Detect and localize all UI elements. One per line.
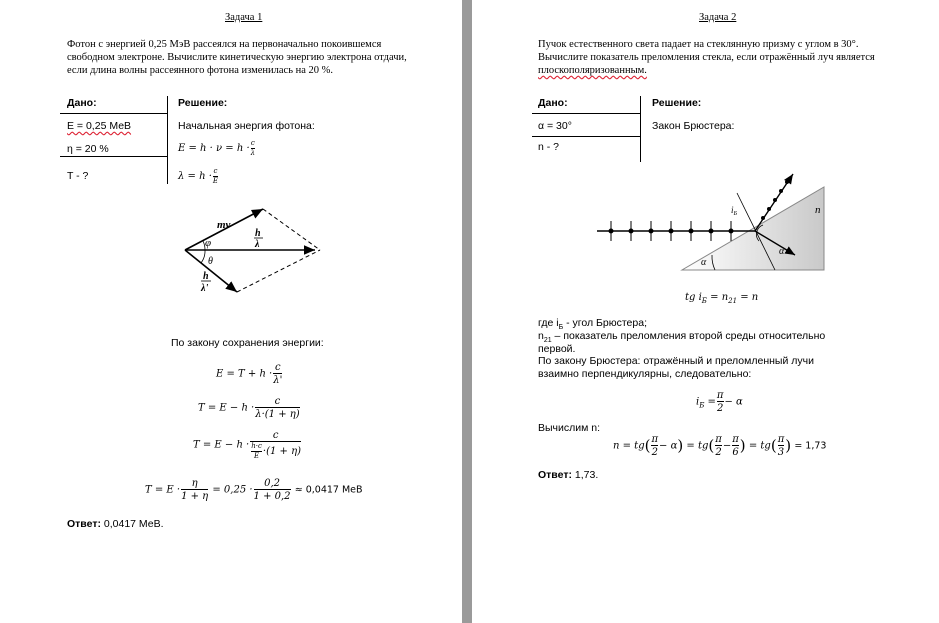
task2-table-rule-find bbox=[532, 136, 640, 137]
label-ib: $i_Б$ bbox=[731, 205, 738, 217]
task1-problem-line-1: Фотон с энергией 0,25 МэВ рассеялся на первоначально покоившемся bbox=[67, 39, 382, 50]
label-h-top: h bbox=[255, 228, 261, 239]
task1-initial-energy-label: Начальная энергия фотона: bbox=[178, 120, 315, 132]
task2-n21-line-2: первой. bbox=[538, 343, 576, 355]
label-alpha-1: α bbox=[701, 257, 707, 268]
dashed-line-bottom bbox=[237, 250, 320, 292]
task2-table-rule bbox=[532, 113, 640, 114]
page-task-2 bbox=[472, 0, 939, 623]
task1-formula-energy: E = h · ν = h · $\frac{c}{\lambda}$ bbox=[178, 139, 256, 157]
task1-formula-lambda: λ = h · $\frac{c}{E}$ bbox=[178, 167, 218, 185]
task2-answer: Ответ: 1,73. bbox=[538, 469, 599, 481]
task1-title: Задача 1 bbox=[225, 12, 263, 23]
task1-solution-header: Решение: bbox=[178, 97, 228, 109]
task2-given-find: n - ? bbox=[538, 141, 560, 153]
page-task-1 bbox=[0, 0, 462, 623]
label-h-bottom: h bbox=[203, 271, 209, 282]
task1-given-find: T - ? bbox=[67, 170, 89, 182]
dashed-line-top bbox=[263, 209, 320, 250]
task1-eq4: T = E · $\frac{\eta}{1 + \eta}$ = 0,25 · $\frac{0,2}{1 + 0,2}$ ≈ 0,0417 МеВ bbox=[145, 478, 363, 502]
task1-given-eta: η = 20 % bbox=[67, 143, 109, 155]
task2-law-text-2: взаимно перпендикулярны, следовательно: bbox=[538, 368, 752, 380]
task1-answer: Ответ: 0,0417 МеВ. bbox=[67, 518, 164, 530]
task2-table-divider bbox=[640, 96, 641, 162]
task1-eq1: E = T + h · $\frac{c}{\lambda'}$ bbox=[216, 362, 283, 386]
task1-given-header: Дано: bbox=[67, 97, 97, 109]
task2-n21-line: $n_{21}$ – показатель преломления второй среды относительно bbox=[538, 330, 826, 345]
task2-n-formula: n = tg( $\frac{\pi}{2}$ − α) = tg( $\frac{\pi}{2}$ − $\frac{\pi}{6}$ ) = tg( $\frac{\pi}{3}$ ) = 1,73 bbox=[613, 434, 827, 458]
task2-problem-line-3: плоскополяризованным. bbox=[538, 65, 647, 76]
label-lambda-top: λ bbox=[255, 239, 260, 250]
task1-problem-line-3: если длина волны рассеянного фотона изменилась на 20 %. bbox=[67, 65, 334, 76]
task1-given-energy: E = 0,25 МеВ bbox=[67, 120, 132, 132]
task1-eq2: T = E − h · $\frac{c}{\lambda\cdot(1 + \eta)}$ bbox=[198, 396, 300, 420]
label-n: n bbox=[815, 204, 821, 216]
task2-ib-formula: $i_Б$ = $\frac{\pi}{2}$ − α bbox=[696, 390, 743, 414]
task2-given-header: Дано: bbox=[538, 97, 568, 109]
label-mv: mv bbox=[217, 219, 231, 231]
task2-law-text-1: По закону Брюстера: отражённый и преломленный лучи bbox=[538, 355, 814, 367]
task1-table-rule bbox=[60, 113, 167, 114]
task2-prism-diagram bbox=[597, 165, 847, 275]
theta-arc bbox=[201, 250, 205, 263]
task2-problem-line-2: Вычислите показатель преломления стекла, если отражённый луч является bbox=[538, 52, 875, 63]
label-phi: φ bbox=[205, 237, 212, 249]
task2-given-alpha: α = 30° bbox=[538, 120, 572, 132]
task2-solution-header: Решение: bbox=[652, 97, 702, 109]
task1-table-divider bbox=[167, 96, 168, 184]
task1-momentum-diagram bbox=[175, 200, 335, 300]
label-lambda-bottom: λ' bbox=[201, 283, 209, 294]
task2-title: Задача 2 bbox=[699, 12, 737, 23]
task1-eq3: T = E − h · c $\frac{h\cdot c}{E}$ ·(1 + η) bbox=[193, 430, 301, 460]
task2-where-line: где $i_Б$ - угол Брюстера; bbox=[538, 317, 647, 332]
task1-conservation-label: По закону сохранения энергии: bbox=[171, 337, 324, 349]
task2-brewster-formula: tg $i_Б = n_{21} = n$ bbox=[685, 292, 759, 305]
task1-table-rule-find bbox=[60, 156, 167, 157]
task2-compute-label: Вычислим n: bbox=[538, 422, 601, 434]
task2-law-label: Закон Брюстера: bbox=[652, 120, 735, 132]
task1-problem-line-2: свободном электроне. Вычислите кинетическую энергию электрона отдачи, bbox=[67, 52, 407, 63]
task2-problem-line-1: Пучок естественного света падает на стеклянную призму с углом в 30°. bbox=[538, 39, 859, 50]
label-theta: θ bbox=[208, 256, 213, 267]
label-alpha-2: α bbox=[779, 246, 785, 257]
